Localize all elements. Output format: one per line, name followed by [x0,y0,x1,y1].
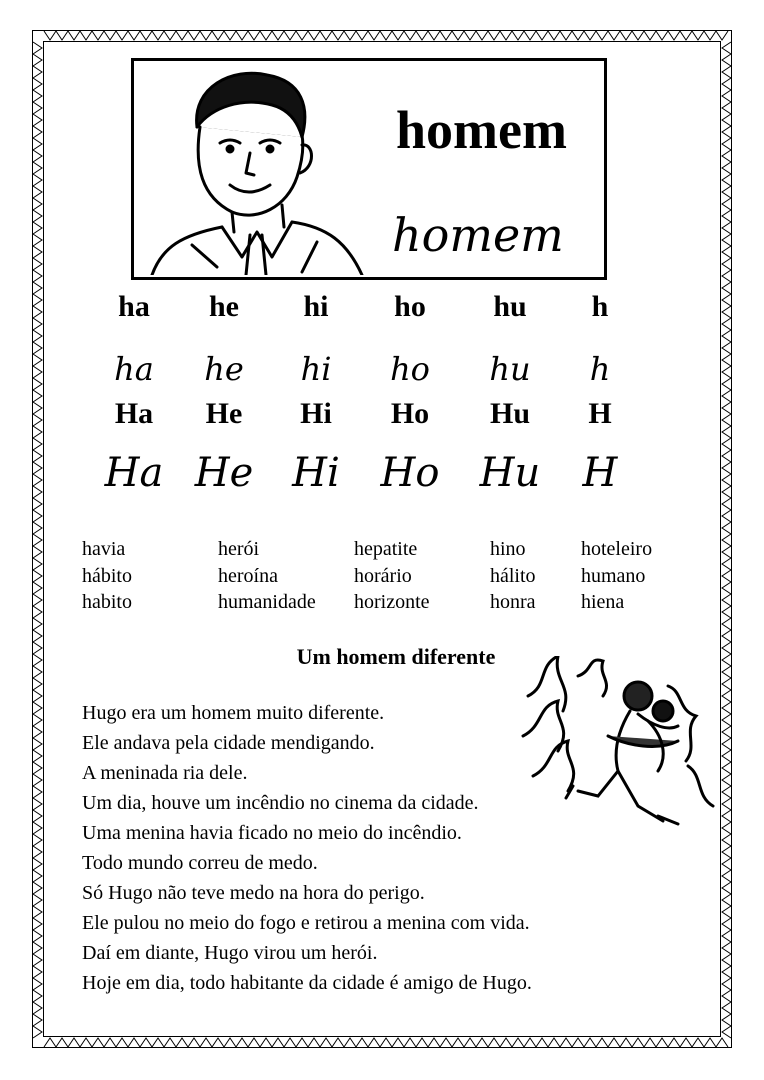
syllable: H [588,397,612,430]
syllable: Hu [489,397,531,430]
word-column [218,536,316,616]
syllables-cursive-lower [0,340,764,390]
syllable-cursive [470,340,550,396]
svg-text:Hu: Hu [479,450,541,496]
word-column [354,536,430,616]
word-column [490,536,536,616]
syllable: h [591,290,609,323]
syllable-cursive [560,340,640,396]
word: hepatite [354,538,418,560]
word: heroína [218,564,278,587]
fire-rescue-icon [518,656,718,838]
syllable-cursive [184,340,264,396]
svg-text:ha: ha [114,350,154,388]
syllable-cursive [370,340,450,396]
syllable: he [209,290,239,323]
word: herói [218,538,260,560]
story-line: Um dia, houve um incêndio no cinema da cidade. [82,792,479,814]
svg-text:Hi: Hi [292,450,340,496]
title-cursive-word [392,199,592,269]
syllables-print-lower [0,290,764,340]
word: hálito [490,564,536,587]
svg-text:hu: hu [489,350,531,388]
word: horário [354,564,412,587]
word: havia [82,538,126,560]
word: humano [581,564,646,587]
word: horizonte [354,591,430,613]
word: hino [490,538,526,560]
word: hábito [82,564,132,587]
syllable-cursive [184,442,264,498]
syllable: Ha [114,397,154,430]
syllable: hu [493,290,527,323]
man-portrait-icon [142,67,382,275]
story-line: Só Hugo não teve medo na hora do perigo. [82,882,425,904]
story-line: Hoje em dia, todo habitante da cidade é amigo de Hugo. [82,972,532,994]
word: honra [490,591,536,613]
story-line: Uma menina havia ficado no meio do incêndio. [82,822,462,844]
svg-text:hi: hi [300,350,332,388]
syllable-cursive [470,442,550,498]
syllable-cursive [276,340,356,396]
word: humanidade [218,591,316,613]
syllable-cursive [276,442,356,498]
word-column [82,536,132,616]
svg-text:ho: ho [390,350,430,388]
svg-text:Ha: Ha [104,450,164,496]
svg-text:homem: homem [392,208,564,262]
word: hiena [581,591,625,613]
story-line: Hugo era um homem muito diferente. [82,702,385,724]
story-line: Todo mundo correu de medo. [82,852,318,874]
svg-text:Ho: Ho [380,450,440,496]
syllables-cursive-upper [0,442,764,496]
title-print-word: homem [396,100,567,160]
syllable: hi [303,290,329,323]
svg-text:h: h [589,350,611,388]
svg-text:he: he [204,350,244,388]
story-line: A meninada ria dele. [82,762,248,784]
syllable-cursive [560,442,640,498]
word: hoteleiro [581,538,653,560]
syllable: ha [118,290,150,323]
word: habito [82,591,132,613]
syllable: Ho [390,397,430,430]
svg-text:H: H [582,450,618,496]
syllable-cursive [94,442,174,498]
syllable: ho [394,290,426,323]
header-box [131,58,607,280]
syllable-cursive [94,340,174,396]
syllable: Hi [300,397,332,430]
svg-text:He: He [194,450,254,496]
story-text [82,698,532,998]
story-title: Um homem diferente [296,644,496,669]
syllable-cursive [370,442,450,498]
word-column [581,536,652,616]
syllables-print-upper [0,397,764,447]
story-line: Daí em diante, Hugo virou um herói. [82,942,378,964]
story-line: Ele andava pela cidade mendigando. [82,732,375,754]
story-line: Ele pulou no meio do fogo e retirou a menina com vida. [82,912,530,934]
syllable: He [205,397,243,430]
